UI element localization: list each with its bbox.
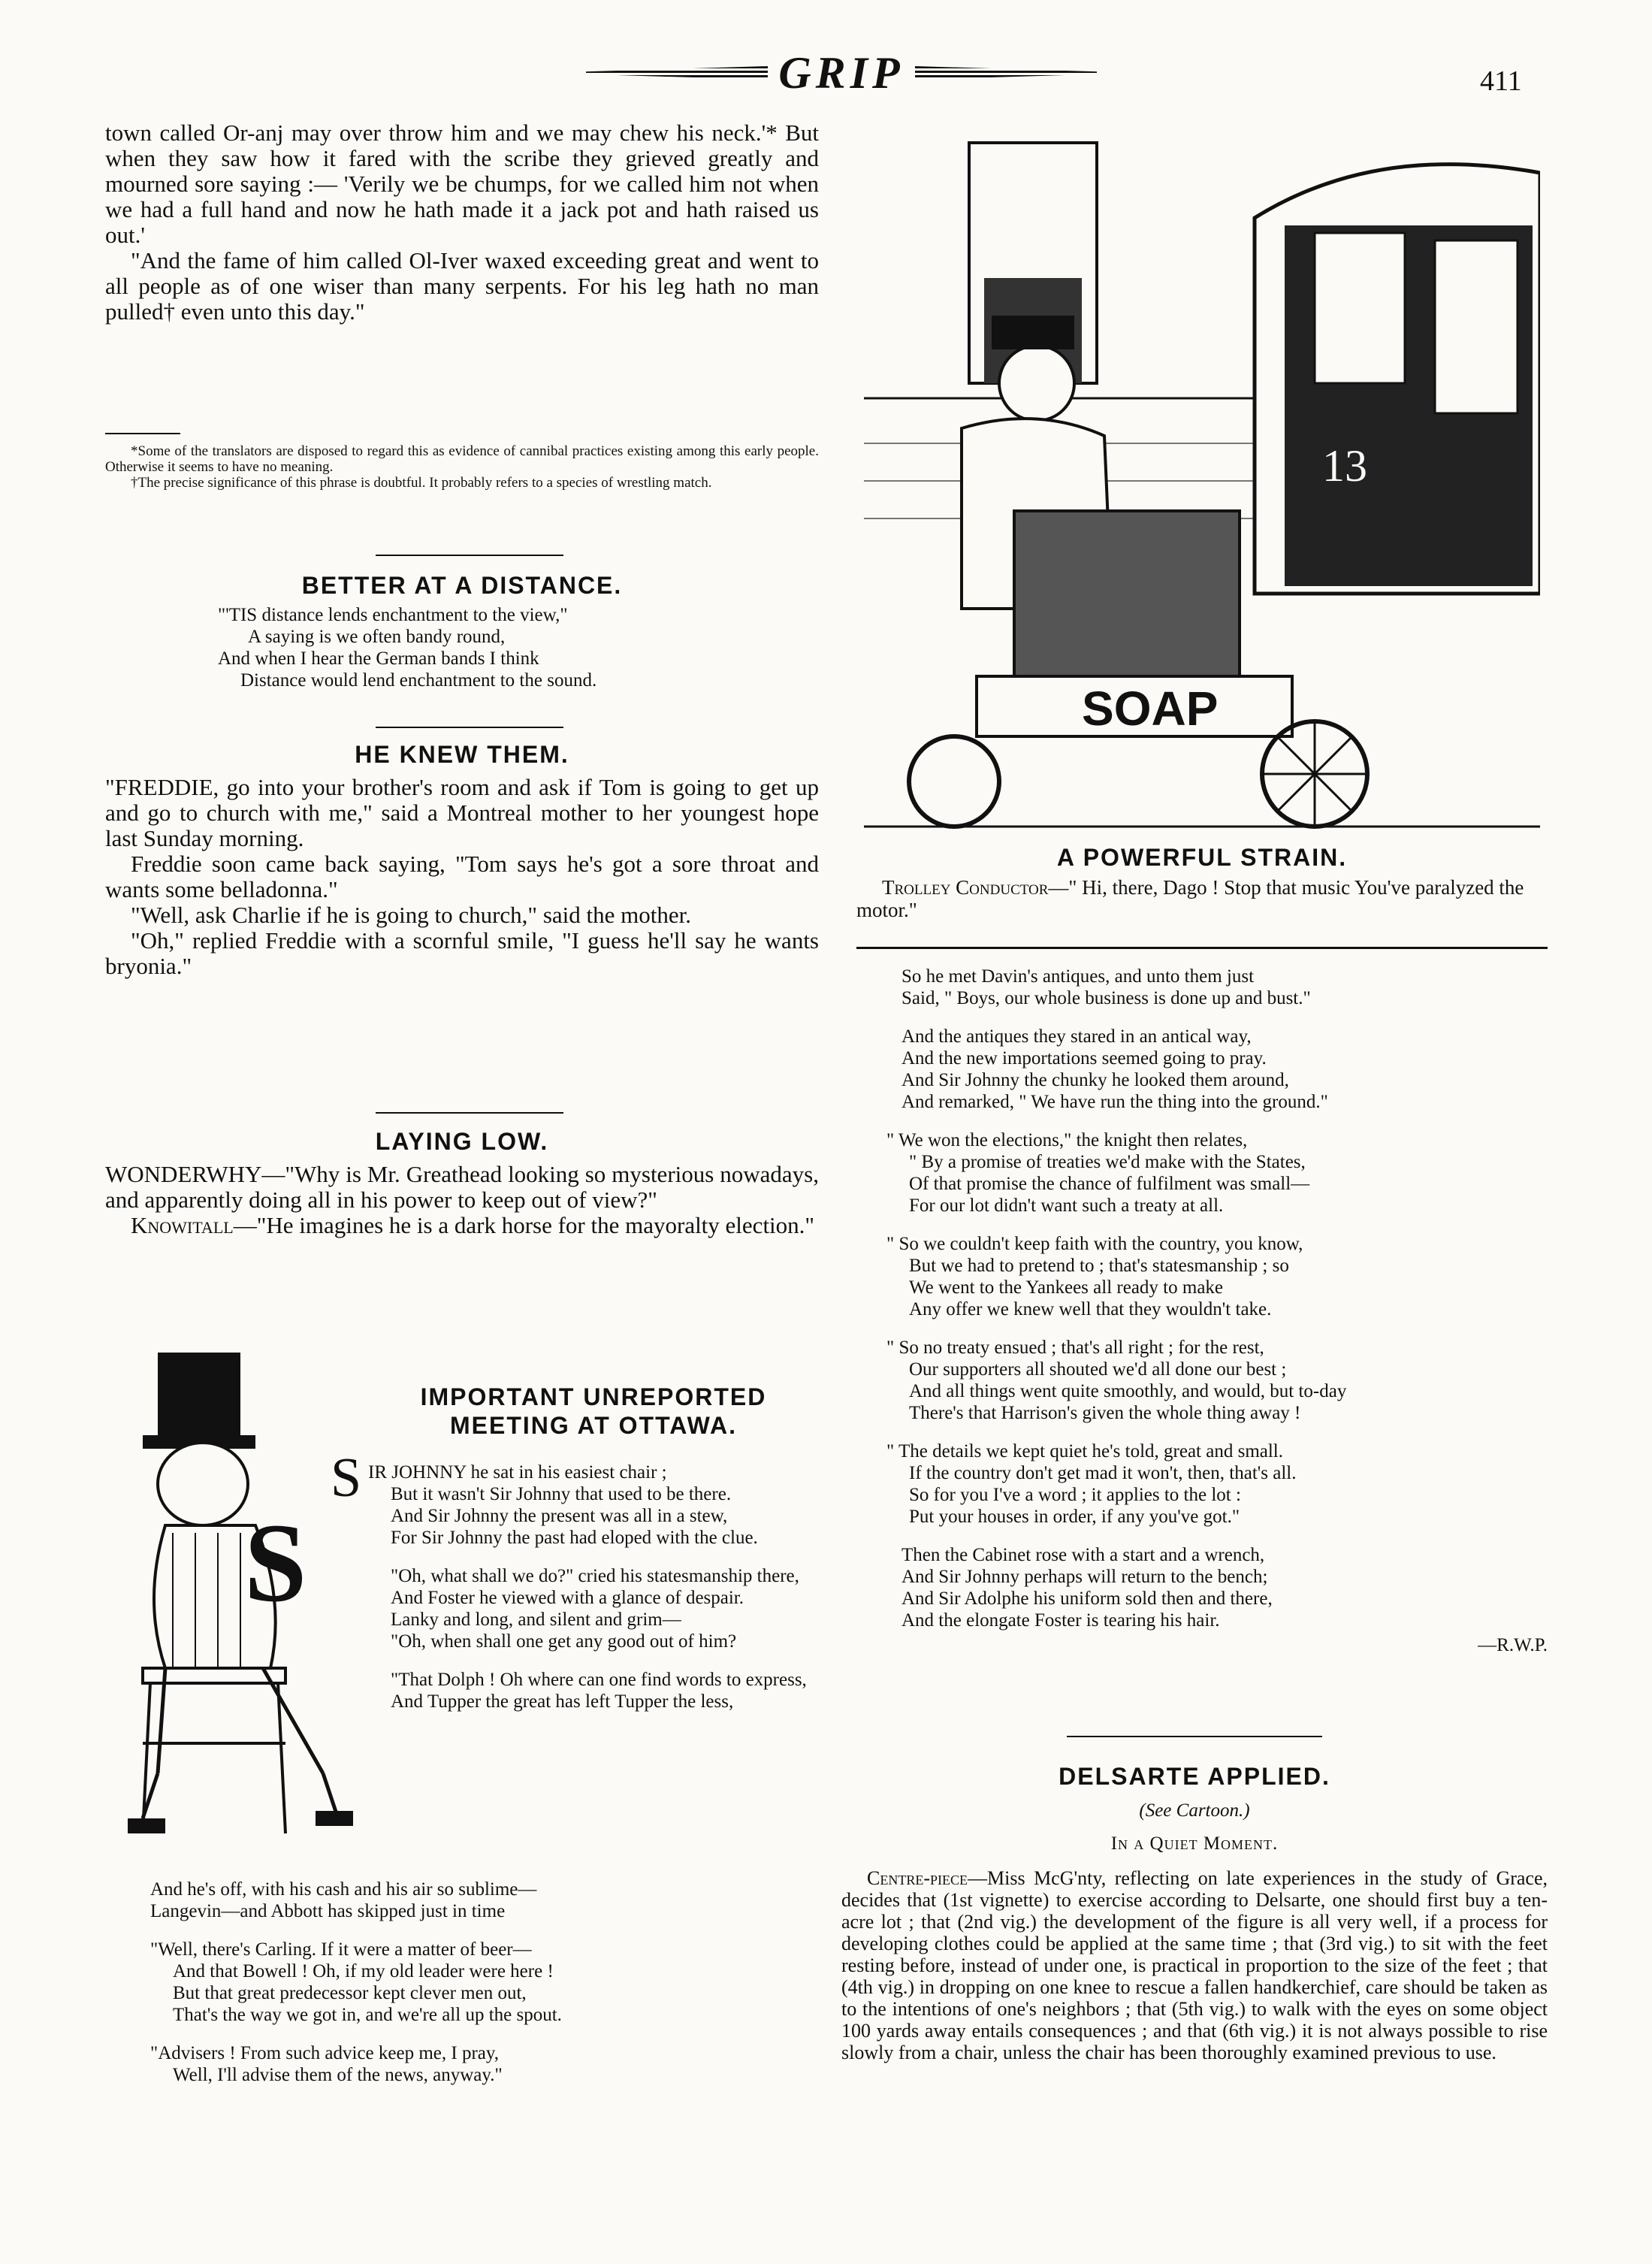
poem-line: Well, I'll advise them of the news, anyway." [173, 2065, 503, 2085]
poem-line: "Oh, what shall we do?" cried his statesmanship there, [391, 1566, 799, 1586]
section-rule [376, 727, 563, 728]
poem-line: " We won the elections," the knight then relates, [886, 1130, 1248, 1150]
meeting-title-line-2: MEETING AT OTTAWA. [449, 1412, 738, 1439]
dropcap-s: S [331, 1447, 362, 1509]
poem-line: " The details we kept quiet he's told, great and small. [886, 1441, 1284, 1461]
cartoon-caption [856, 843, 1548, 921]
better-at-distance-poem [105, 604, 819, 691]
caption-speaker: Trolley Conductor [882, 876, 1049, 899]
laying-low-section [105, 1127, 819, 1238]
he-knew-them-section [105, 740, 819, 979]
poem-line: " By a promise of treaties we'd make with the States, [909, 1152, 1306, 1172]
poem-line: And the elongate Foster is tearing his hair. [902, 1610, 1220, 1631]
poem-stanza [368, 1565, 819, 1652]
poem-line: And remarked, " We have run the thing into the ground." [902, 1092, 1328, 1112]
he-knew-them-paragraph: "Well, ask Charlie if he is going to church," said the mother. [131, 902, 691, 928]
footnote-rule [105, 433, 180, 434]
laying-low-paragraph-2 [105, 1213, 819, 1238]
poem-line: Then the Cabinet rose with a start and a wrench, [902, 1545, 1265, 1565]
poem-line: "Oh, when shall one get any good out of him? [391, 1631, 737, 1652]
poem-line: Lanky and long, and silent and grim— [391, 1610, 681, 1630]
poem-line: Our supporters all shouted we'd all done our best ; [909, 1359, 1287, 1380]
poem-stanza [886, 1233, 1548, 1320]
poem-line: For our lot didn't want such a treaty at all. [909, 1195, 1224, 1216]
delsarte-speaker: Centre-piece [867, 1867, 968, 1889]
poem-line: And the new importations seemed going to pray. [902, 1048, 1267, 1069]
better-at-distance-section [105, 571, 819, 691]
poem-stanza [886, 1440, 1548, 1528]
poem-stanza [331, 1447, 819, 1549]
masthead-left-rule [586, 66, 768, 80]
poem-line: " So no treaty ensued ; that's all right ; for the rest, [886, 1338, 1264, 1358]
poem-line: And Sir Johnny perhaps will return to the bench; [902, 1567, 1268, 1587]
intro-paragraph-1: town called Or-anj may over throw him and we may chew his neck.'* But when they saw how it fared with the scribe they grieved greatly and mourned sore saying :— 'Verily we be chumps, for we called him not when we had a full hand and now he hath made it a jack pot and hath raised us out.' [105, 119, 819, 248]
poem-stanza [150, 1939, 819, 2026]
poem-stanza [902, 1026, 1548, 1113]
delsarte-title: DELSARTE APPLIED. [1059, 1763, 1330, 1790]
better-at-distance-title: BETTER AT A DISTANCE. [301, 572, 623, 599]
poem-line: " So we couldn't keep faith with the country, you know, [886, 1234, 1303, 1254]
poem-line: "Well, there's Carling. If it were a matter of beer— [150, 1939, 532, 1960]
sir-johnny-drawing [113, 1353, 353, 1841]
poem-line: Distance would lend enchantment to the sound. [240, 670, 597, 691]
poem-line: Put your houses in order, if any you've got." [909, 1507, 1240, 1527]
sir-johnny-illustration [113, 1353, 353, 1841]
footnotes [105, 443, 819, 491]
poem-stanza [886, 1337, 1548, 1424]
poem-stanza [368, 1669, 819, 1712]
poem-line: And all things went quite smoothly, and would, but to-day [909, 1381, 1347, 1401]
poem-line: And that Bowell ! Oh, if my old leader were here ! [173, 1961, 554, 1981]
section-rule [1067, 1736, 1322, 1737]
section-rule [376, 555, 563, 556]
poem-line: And the antiques they stared in an antical way, [902, 1026, 1252, 1047]
soap-sign: SOAP [1082, 682, 1219, 736]
cartoon-caption-title: A POWERFUL STRAIN. [1056, 844, 1348, 871]
left-column-intro [105, 120, 819, 325]
poem-line: A saying is we often bandy round, [248, 627, 506, 647]
caption-dialogue: —" Hi, there, Dago ! Stop that music You've paralyzed the motor." [856, 876, 1524, 921]
meeting-poem-part-1 [331, 1447, 819, 1729]
poem-line: And Sir Adolphe his uniform sold then and there, [902, 1588, 1273, 1609]
intro-paragraph-2: "And the fame of him called Ol-Iver waxed exceeding great and went to all people as of one wiser than many serpents. For his leg hath no man pulled† even unto this day." [105, 247, 819, 325]
poem-line: And Foster he viewed with a glance of despair. [391, 1588, 744, 1608]
poem-stanza [886, 1129, 1548, 1217]
masthead [586, 47, 1097, 99]
poem-line: So he met Davin's antiques, and unto them just [902, 966, 1255, 987]
poem-line: "Advisers ! From such advice keep me, I pray, [150, 2043, 500, 2063]
poem-line: Of that promise the chance of fulfilment was small— [909, 1174, 1310, 1194]
he-knew-them-title: HE KNEW THEM. [355, 741, 569, 768]
poem-line: Said, " Boys, our whole business is done up and bust." [902, 988, 1311, 1008]
poem-stanza [150, 2042, 819, 2086]
masthead-title: GRIP [778, 47, 905, 98]
poem-line: "That Dolph ! Oh where can one find words to express, [391, 1670, 807, 1690]
poem-stanza [902, 966, 1548, 1009]
trolley-cartoon-drawing [864, 128, 1540, 834]
trolley-cartoon [864, 128, 1540, 834]
delsarte-text [841, 1867, 1548, 2063]
delsarte-subtitle-1: (See Cartoon.) [1139, 1800, 1250, 1821]
section-rule [376, 1112, 563, 1114]
cartoon-caption-text [856, 876, 1548, 921]
speaker-line: —"He imagines he is a dark horse for the mayoralty election." [233, 1212, 815, 1238]
poem-line: That's the way we got in, and we're all up the spout. [173, 2005, 562, 2025]
delsarte-body: —Miss McG'nty, reflecting on late experiences in the study of Grace, decides that (1st vignette) to exercise according to Delsarte, one should first buy a ten-acre lot ; that (2nd vig.) the development of the figure is all very well, if a process for developing clothes could be applied at the same time ; that (3rd vig.) to sit with the feet resting before, instead of under one, is practical in proportion to the size of the feet ; that (4th vig.) in dropping on one knee to rescue a fallen handkerchief, care should be taken as to the intentions of one's neighbors ; that (5th vig.) to walk with the eyes on some object 100 yards away entails consequences ; and that (6th vig.) it is not always possible to rise slowly from a chair, unless the chair has been thoroughly examined previous to use. [841, 1867, 1548, 2063]
footnote-1: *Some of the translators are disposed to regard this as evidence of cannibal practices existing among this early people. Otherwise it seems to have no meaning. [105, 443, 819, 475]
poem-line: For Sir Johnny the past had eloped with the clue. [391, 1528, 758, 1548]
poem-line: But it wasn't Sir Johnny that used to be there. [391, 1484, 732, 1504]
meeting-title-line-1: IMPORTANT UNREPORTED [420, 1383, 767, 1410]
delsarte-section [841, 1762, 1548, 2063]
poem-line: IR JOHNNY he sat in his easiest chair ; [368, 1462, 667, 1483]
poem-line: We went to the Yankees all ready to make [909, 1277, 1224, 1298]
laying-low-title: LAYING LOW. [375, 1128, 549, 1155]
he-knew-them-paragraph: "FREDDIE, go into your brother's room and ask if Tom is going to get up and go to church with me," said a Montreal mother to her youngest hope last Sunday morning. [105, 774, 819, 851]
delsarte-subtitle-2: In a Quiet Moment. [1110, 1833, 1279, 1854]
poem-line: Langevin—and Abbott has skipped just in time [150, 1901, 506, 1921]
page-number: 411 [1480, 65, 1522, 97]
poem-line: And when I hear the German bands I think [218, 648, 539, 669]
meeting-poem-part-3 [886, 966, 1548, 1656]
svg-text:S: S [244, 1501, 307, 1625]
poem-line: And Sir Johnny the present was all in a stew, [391, 1506, 728, 1526]
poem-line: And Tupper the great has left Tupper the less, [391, 1691, 734, 1712]
poem-line: So for you I've a word ; it applies to the lot : [909, 1485, 1241, 1505]
he-knew-them-paragraph: Freddie soon came back saying, "Tom says he's got a sore throat and wants some belladonna." [105, 851, 819, 902]
poem-line: "'TIS distance lends enchantment to the view," [218, 605, 568, 625]
footnote-2: †The precise significance of this phrase is doubtful. It probably refers to a species of wrestling match. [131, 475, 712, 491]
speaker-name: Knowitall [131, 1212, 234, 1238]
poem-line: And Sir Johnny the chunky he looked them around, [902, 1070, 1289, 1090]
poem-line: There's that Harrison's given the whole thing away ! [909, 1403, 1301, 1423]
poem-line: If the country don't get mad it won't, then, that's all. [909, 1463, 1297, 1483]
poem-stanza [902, 1544, 1548, 1631]
laying-low-paragraph-1: WONDERWHY—"Why is Mr. Greathead looking so mysterious nowadays, and apparently doing all in his power to keep out of view?" [105, 1161, 819, 1213]
car-number: 13 [1322, 441, 1367, 491]
meeting-section [368, 1383, 819, 1440]
poem-line: But we had to pretend to ; that's statesmanship ; so [909, 1256, 1289, 1276]
column-rule [856, 947, 1548, 949]
poem-stanza [150, 1879, 819, 1922]
poem-line: And he's off, with his cash and his air so sublime— [150, 1879, 537, 1900]
meeting-poem-part-2 [150, 1879, 819, 2102]
masthead-right-rule [915, 66, 1097, 80]
poem-line: Any offer we knew well that they wouldn't take. [909, 1299, 1272, 1319]
he-knew-them-paragraph: "Oh," replied Freddie with a scornful smile, "I guess he'll say he wants bryonia." [105, 927, 819, 979]
poem-line: But that great predecessor kept clever men out, [173, 1983, 527, 2003]
poem-signature: —R.W.P. [1478, 1635, 1548, 1655]
